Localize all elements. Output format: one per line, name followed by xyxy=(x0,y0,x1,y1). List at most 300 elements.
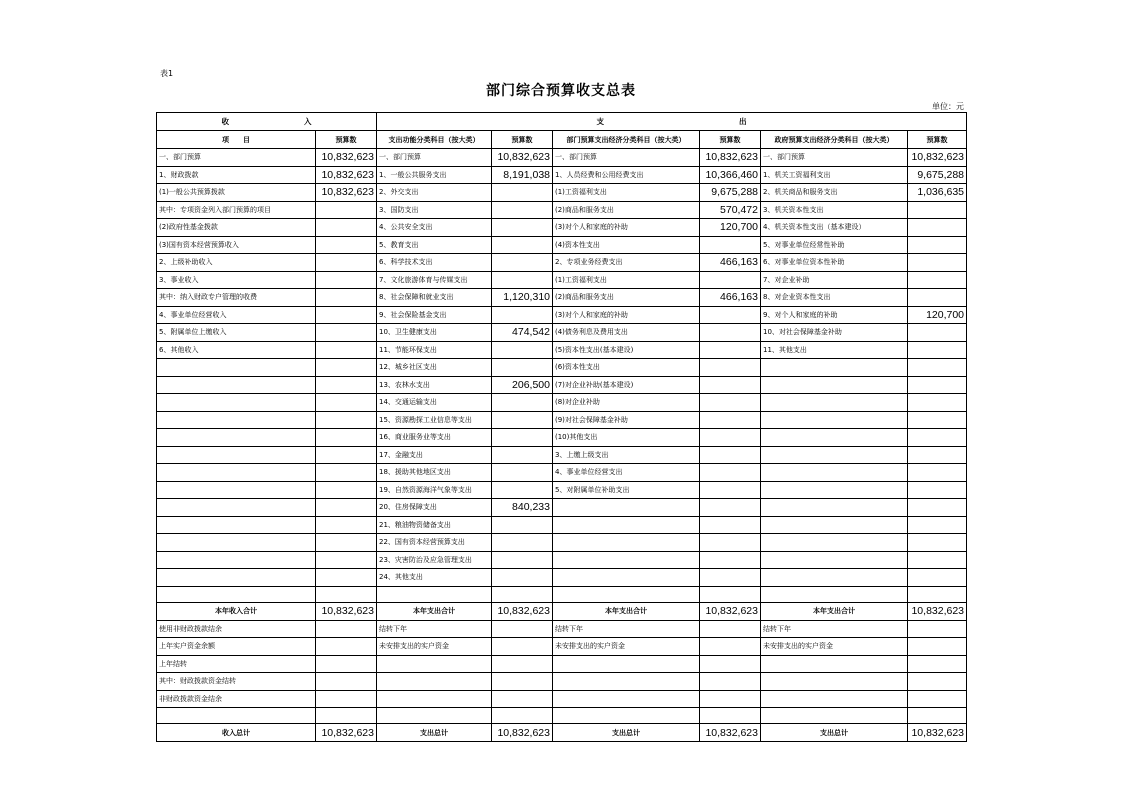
func-budget: 1,120,310 xyxy=(492,289,553,307)
func-item: 9、社会保险基金支出 xyxy=(377,306,492,324)
dept-econ-budget: 570,472 xyxy=(700,201,761,219)
carryover-row xyxy=(157,620,967,638)
func-budget xyxy=(492,359,553,377)
func-item: 12、城乡社区支出 xyxy=(377,359,492,377)
carryover-income-budget xyxy=(316,620,377,638)
header-func: 支出功能分类科目（按大类） xyxy=(377,131,492,149)
gov-econ-budget xyxy=(908,411,967,429)
empty-cell xyxy=(553,586,700,602)
table-row xyxy=(157,149,967,167)
carryover-dept-item: 未安排支出的实户资金 xyxy=(553,638,700,656)
dept-econ-item: (7)对企业补助(基本建设) xyxy=(553,376,700,394)
gov-econ-budget xyxy=(908,394,967,412)
gov-econ-budget xyxy=(908,254,967,272)
annual-total-row xyxy=(157,602,967,620)
income-budget xyxy=(316,394,377,412)
gov-econ-budget xyxy=(908,341,967,359)
empty-cell xyxy=(553,708,700,724)
dept-econ-budget xyxy=(700,534,761,552)
header-gov-econ: 政府预算支出经济分类科目（按大类） xyxy=(761,131,908,149)
carryover-dept-budget xyxy=(700,638,761,656)
page-title: 部门综合预算收支总表 xyxy=(486,83,636,99)
dept-econ-item: (6)资本性支出 xyxy=(553,359,700,377)
dept-econ-budget xyxy=(700,376,761,394)
income-budget xyxy=(316,446,377,464)
carryover-income-budget xyxy=(316,673,377,691)
func-item: 13、农林水支出 xyxy=(377,376,492,394)
carryover-dept-item xyxy=(553,655,700,673)
income-total-label: 收入总计 xyxy=(157,724,316,742)
carryover-income-item: 上年结转 xyxy=(157,655,316,673)
income-total-value: 10,832,623 xyxy=(316,602,377,620)
func-item: 18、援助其他地区支出 xyxy=(377,464,492,482)
dept-econ-item: (4)资本性支出 xyxy=(553,236,700,254)
income-item: 4、事业单位经营收入 xyxy=(157,306,316,324)
empty-cell xyxy=(377,586,492,602)
dept-econ-item: (3)对个人和家庭的补助 xyxy=(553,219,700,237)
dept-econ-item: 5、对附属单位补助支出 xyxy=(553,481,700,499)
income-budget: 10,832,623 xyxy=(316,149,377,167)
gov-econ-item xyxy=(761,481,908,499)
table-row xyxy=(157,184,967,202)
func-item: 一、部门预算 xyxy=(377,149,492,167)
carryover-row xyxy=(157,638,967,656)
empty-cell xyxy=(908,586,967,602)
carryover-func-item: 结转下年 xyxy=(377,620,492,638)
dept-econ-budget xyxy=(700,464,761,482)
income-budget xyxy=(316,516,377,534)
gov-econ-budget xyxy=(908,481,967,499)
carryover-func-budget xyxy=(492,655,553,673)
func-item: 1、一般公共服务支出 xyxy=(377,166,492,184)
dept-total-value: 10,832,623 xyxy=(700,724,761,742)
gov-econ-budget xyxy=(908,551,967,569)
dept-econ-item: (8)对企业补助 xyxy=(553,394,700,412)
income-item: 其中：专项资金列入部门预算的项目 xyxy=(157,201,316,219)
gov-econ-item: 一、部门预算 xyxy=(761,149,908,167)
carryover-gov-item xyxy=(761,655,908,673)
empty-cell xyxy=(377,708,492,724)
income-budget xyxy=(316,306,377,324)
func-budget xyxy=(492,481,553,499)
gov-econ-item xyxy=(761,551,908,569)
func-total-value: 10,832,623 xyxy=(492,602,553,620)
dept-econ-budget: 466,163 xyxy=(700,254,761,272)
gov-econ-item xyxy=(761,516,908,534)
func-budget xyxy=(492,534,553,552)
func-budget xyxy=(492,306,553,324)
dept-econ-item xyxy=(553,534,700,552)
unit-label: 单位：元 xyxy=(932,102,964,111)
income-item: 其中：纳入财政专户管理的收费 xyxy=(157,289,316,307)
func-total-value: 10,832,623 xyxy=(492,724,553,742)
dept-econ-budget: 466,163 xyxy=(700,289,761,307)
gov-econ-budget xyxy=(908,499,967,517)
table-row xyxy=(157,359,967,377)
table-row xyxy=(157,306,967,324)
gov-econ-item: 7、对企业补助 xyxy=(761,271,908,289)
dept-econ-budget xyxy=(700,516,761,534)
income-item: 一、部门预算 xyxy=(157,149,316,167)
income-budget xyxy=(316,359,377,377)
header-dept-econ: 部门预算支出经济分类科目（按大类） xyxy=(553,131,700,149)
func-total-label: 本年支出合计 xyxy=(377,602,492,620)
income-item: 5、附属单位上缴收入 xyxy=(157,324,316,342)
dept-econ-budget xyxy=(700,324,761,342)
dept-econ-item: 2、专项业务经费支出 xyxy=(553,254,700,272)
table-row xyxy=(157,569,967,587)
carryover-func-budget xyxy=(492,690,553,708)
table-row xyxy=(157,429,967,447)
income-item: 3、事业收入 xyxy=(157,271,316,289)
income-budget xyxy=(316,271,377,289)
carryover-dept-item xyxy=(553,690,700,708)
carryover-income-item: 使用非财政拨款结余 xyxy=(157,620,316,638)
dept-econ-budget xyxy=(700,569,761,587)
gov-econ-budget xyxy=(908,324,967,342)
dept-total-value: 10,832,623 xyxy=(700,602,761,620)
empty-cell xyxy=(157,708,316,724)
table-tag: 表1 xyxy=(160,69,174,78)
func-budget xyxy=(492,446,553,464)
gov-total-label: 本年支出合计 xyxy=(761,602,908,620)
gov-econ-item: 2、机关商品和服务支出 xyxy=(761,184,908,202)
gov-econ-budget: 10,832,623 xyxy=(908,149,967,167)
budget-summary-table xyxy=(156,112,967,742)
func-budget xyxy=(492,219,553,237)
gov-econ-budget xyxy=(908,376,967,394)
dept-econ-budget xyxy=(700,341,761,359)
gov-econ-item xyxy=(761,569,908,587)
gov-econ-budget xyxy=(908,219,967,237)
func-budget: 10,832,623 xyxy=(492,149,553,167)
income-budget xyxy=(316,551,377,569)
func-item: 16、商业服务业等支出 xyxy=(377,429,492,447)
gov-econ-item: 4、机关资本性支出（基本建设） xyxy=(761,219,908,237)
carryover-gov-item xyxy=(761,673,908,691)
income-item xyxy=(157,551,316,569)
carryover-gov-item xyxy=(761,690,908,708)
gov-econ-budget xyxy=(908,534,967,552)
carryover-func-item xyxy=(377,655,492,673)
dept-econ-budget xyxy=(700,271,761,289)
empty-cell xyxy=(492,586,553,602)
dept-econ-budget xyxy=(700,359,761,377)
gov-total-value: 10,832,623 xyxy=(908,602,967,620)
grand-total-row xyxy=(157,724,967,742)
carryover-gov-budget xyxy=(908,638,967,656)
income-budget xyxy=(316,569,377,587)
carryover-gov-budget xyxy=(908,655,967,673)
dept-econ-budget: 10,366,460 xyxy=(700,166,761,184)
income-budget xyxy=(316,534,377,552)
func-budget: 8,191,038 xyxy=(492,166,553,184)
income-item xyxy=(157,359,316,377)
carryover-dept-budget xyxy=(700,673,761,691)
gov-econ-item xyxy=(761,376,908,394)
carryover-gov-budget xyxy=(908,673,967,691)
carryover-income-budget xyxy=(316,690,377,708)
empty-cell xyxy=(492,708,553,724)
carryover-func-budget xyxy=(492,638,553,656)
dept-econ-budget xyxy=(700,394,761,412)
func-item: 19、自然资源海洋气象等支出 xyxy=(377,481,492,499)
func-item: 23、灾害防治及应急管理支出 xyxy=(377,551,492,569)
income-budget xyxy=(316,236,377,254)
income-budget xyxy=(316,411,377,429)
income-item xyxy=(157,481,316,499)
carryover-row xyxy=(157,690,967,708)
gov-econ-budget: 1,036,635 xyxy=(908,184,967,202)
spacer-row xyxy=(157,586,967,602)
table-row xyxy=(157,201,967,219)
carryover-row xyxy=(157,655,967,673)
func-total-label: 支出总计 xyxy=(377,724,492,742)
dept-econ-item: (9)对社会保障基金补助 xyxy=(553,411,700,429)
income-item xyxy=(157,569,316,587)
func-budget: 840,233 xyxy=(492,499,553,517)
func-item: 20、住房保障支出 xyxy=(377,499,492,517)
table-row xyxy=(157,289,967,307)
dept-econ-item: (10)其他支出 xyxy=(553,429,700,447)
func-item: 4、公共安全支出 xyxy=(377,219,492,237)
func-item: 7、文化旅游体育与传媒支出 xyxy=(377,271,492,289)
income-budget xyxy=(316,201,377,219)
header-budget: 预算数 xyxy=(316,131,377,149)
income-item xyxy=(157,411,316,429)
empty-cell xyxy=(908,708,967,724)
income-budget xyxy=(316,341,377,359)
dept-econ-item: (5)资本性支出(基本建设) xyxy=(553,341,700,359)
gov-econ-item xyxy=(761,429,908,447)
carryover-dept-budget xyxy=(700,620,761,638)
table-row xyxy=(157,551,967,569)
func-item: 8、社会保障和就业支出 xyxy=(377,289,492,307)
empty-cell xyxy=(157,586,316,602)
dept-econ-item xyxy=(553,516,700,534)
gov-econ-item xyxy=(761,394,908,412)
carryover-dept-budget xyxy=(700,690,761,708)
gov-econ-item: 1、机关工资福利支出 xyxy=(761,166,908,184)
func-item: 2、外交支出 xyxy=(377,184,492,202)
dept-econ-item: (4)债务利息及费用支出 xyxy=(553,324,700,342)
gov-econ-item: 8、对企业资本性支出 xyxy=(761,289,908,307)
dept-econ-budget: 10,832,623 xyxy=(700,149,761,167)
dept-econ-item: 一、部门预算 xyxy=(553,149,700,167)
func-item: 24、其他支出 xyxy=(377,569,492,587)
func-item: 11、节能环保支出 xyxy=(377,341,492,359)
gov-econ-item xyxy=(761,359,908,377)
dept-econ-budget: 9,675,288 xyxy=(700,184,761,202)
income-budget xyxy=(316,324,377,342)
func-budget xyxy=(492,516,553,534)
dept-econ-budget: 120,700 xyxy=(700,219,761,237)
carryover-func-item xyxy=(377,690,492,708)
carryover-row xyxy=(157,673,967,691)
gov-econ-item xyxy=(761,499,908,517)
gov-econ-budget xyxy=(908,201,967,219)
income-item xyxy=(157,429,316,447)
header-budget: 预算数 xyxy=(908,131,967,149)
func-item: 22、国有资本经营预算支出 xyxy=(377,534,492,552)
empty-cell xyxy=(761,586,908,602)
dept-total-label: 支出总计 xyxy=(553,724,700,742)
func-item: 10、卫生健康支出 xyxy=(377,324,492,342)
gov-econ-budget xyxy=(908,289,967,307)
dept-econ-budget xyxy=(700,551,761,569)
table-row xyxy=(157,219,967,237)
func-item: 6、科学技术支出 xyxy=(377,254,492,272)
dept-econ-item: 1、人员经费和公用经费支出 xyxy=(553,166,700,184)
func-item: 17、金融支出 xyxy=(377,446,492,464)
dept-econ-item xyxy=(553,551,700,569)
income-budget xyxy=(316,376,377,394)
table-row xyxy=(157,324,967,342)
table-row xyxy=(157,446,967,464)
func-item: 21、粮油物资储备支出 xyxy=(377,516,492,534)
func-item: 3、国防支出 xyxy=(377,201,492,219)
func-budget xyxy=(492,201,553,219)
dept-econ-budget xyxy=(700,446,761,464)
func-budget: 474,542 xyxy=(492,324,553,342)
income-budget: 10,832,623 xyxy=(316,184,377,202)
income-item: (2)政府性基金拨款 xyxy=(157,219,316,237)
gov-econ-budget xyxy=(908,516,967,534)
income-budget xyxy=(316,289,377,307)
carryover-income-budget xyxy=(316,638,377,656)
carryover-gov-item: 未安排支出的实户资金 xyxy=(761,638,908,656)
empty-cell xyxy=(700,586,761,602)
dept-econ-item: 4、事业单位经营支出 xyxy=(553,464,700,482)
gov-econ-budget xyxy=(908,569,967,587)
dept-econ-item: (3)对个人和家庭的补助 xyxy=(553,306,700,324)
income-budget: 10,832,623 xyxy=(316,166,377,184)
income-item: 6、其他收入 xyxy=(157,341,316,359)
income-budget xyxy=(316,499,377,517)
income-item xyxy=(157,446,316,464)
dept-econ-item xyxy=(553,569,700,587)
gov-econ-budget xyxy=(908,271,967,289)
dept-econ-budget xyxy=(700,411,761,429)
gov-econ-budget: 9,675,288 xyxy=(908,166,967,184)
carryover-income-item: 上年实户资金余额 xyxy=(157,638,316,656)
table-row xyxy=(157,411,967,429)
dept-econ-item: (1)工资福利支出 xyxy=(553,184,700,202)
gov-econ-item: 6、对事业单位资本性补助 xyxy=(761,254,908,272)
carryover-income-budget xyxy=(316,655,377,673)
func-budget xyxy=(492,429,553,447)
dept-econ-item: (2)商品和服务支出 xyxy=(553,201,700,219)
carryover-dept-item: 结转下年 xyxy=(553,620,700,638)
empty-cell xyxy=(316,708,377,724)
income-total-value: 10,832,623 xyxy=(316,724,377,742)
carryover-func-item: 未安排支出的实户资金 xyxy=(377,638,492,656)
table-row xyxy=(157,376,967,394)
table-row xyxy=(157,499,967,517)
gov-econ-item: 3、机关资本性支出 xyxy=(761,201,908,219)
income-item: (1)一般公共预算拨款 xyxy=(157,184,316,202)
section-income: 收 入 xyxy=(157,113,377,131)
dept-econ-budget xyxy=(700,429,761,447)
table-row xyxy=(157,534,967,552)
income-item xyxy=(157,499,316,517)
gov-econ-item: 11、其他支出 xyxy=(761,341,908,359)
func-item: 14、交通运输支出 xyxy=(377,394,492,412)
dept-econ-budget xyxy=(700,306,761,324)
func-budget xyxy=(492,341,553,359)
header-budget: 预算数 xyxy=(700,131,761,149)
gov-econ-item xyxy=(761,411,908,429)
func-budget xyxy=(492,394,553,412)
carryover-dept-item xyxy=(553,673,700,691)
dept-econ-item: 3、上缴上级支出 xyxy=(553,446,700,464)
spacer-row xyxy=(157,708,967,724)
gov-econ-budget xyxy=(908,236,967,254)
func-budget xyxy=(492,236,553,254)
gov-total-label: 支出总计 xyxy=(761,724,908,742)
gov-econ-item: 9、对个人和家庭的补助 xyxy=(761,306,908,324)
gov-econ-item xyxy=(761,446,908,464)
func-item: 5、教育支出 xyxy=(377,236,492,254)
func-budget xyxy=(492,464,553,482)
dept-econ-budget xyxy=(700,236,761,254)
income-budget xyxy=(316,254,377,272)
func-budget xyxy=(492,254,553,272)
gov-econ-item: 5、对事业单位经常性补助 xyxy=(761,236,908,254)
gov-econ-budget xyxy=(908,464,967,482)
carryover-gov-budget xyxy=(908,690,967,708)
func-budget: 206,500 xyxy=(492,376,553,394)
func-budget xyxy=(492,271,553,289)
income-item: 1、财政拨款 xyxy=(157,166,316,184)
income-budget xyxy=(316,219,377,237)
income-budget xyxy=(316,429,377,447)
gov-econ-budget xyxy=(908,359,967,377)
carryover-gov-item: 结转下年 xyxy=(761,620,908,638)
table-row xyxy=(157,236,967,254)
carryover-func-item xyxy=(377,673,492,691)
table-row xyxy=(157,464,967,482)
empty-cell xyxy=(316,586,377,602)
carryover-func-budget xyxy=(492,620,553,638)
dept-econ-item: (1)工资福利支出 xyxy=(553,271,700,289)
income-total-label: 本年收入合计 xyxy=(157,602,316,620)
gov-econ-budget: 120,700 xyxy=(908,306,967,324)
empty-cell xyxy=(700,708,761,724)
income-item xyxy=(157,394,316,412)
income-item xyxy=(157,376,316,394)
header-budget: 预算数 xyxy=(492,131,553,149)
section-expense: 支 出 xyxy=(377,113,967,131)
income-item xyxy=(157,464,316,482)
header-item: 项 目 xyxy=(157,131,316,149)
income-item: (3)国有资本经营预算收入 xyxy=(157,236,316,254)
gov-econ-item: 10、对社会保障基金补助 xyxy=(761,324,908,342)
income-budget xyxy=(316,481,377,499)
table-row xyxy=(157,516,967,534)
func-budget xyxy=(492,551,553,569)
table-row xyxy=(157,254,967,272)
carryover-dept-budget xyxy=(700,655,761,673)
carryover-gov-budget xyxy=(908,620,967,638)
income-item: 2、上级补助收入 xyxy=(157,254,316,272)
table-row xyxy=(157,481,967,499)
gov-econ-item xyxy=(761,534,908,552)
func-item: 15、资源勘探工业信息等支出 xyxy=(377,411,492,429)
gov-total-value: 10,832,623 xyxy=(908,724,967,742)
carryover-income-item: 其中：财政拨款资金结转 xyxy=(157,673,316,691)
table-row xyxy=(157,341,967,359)
